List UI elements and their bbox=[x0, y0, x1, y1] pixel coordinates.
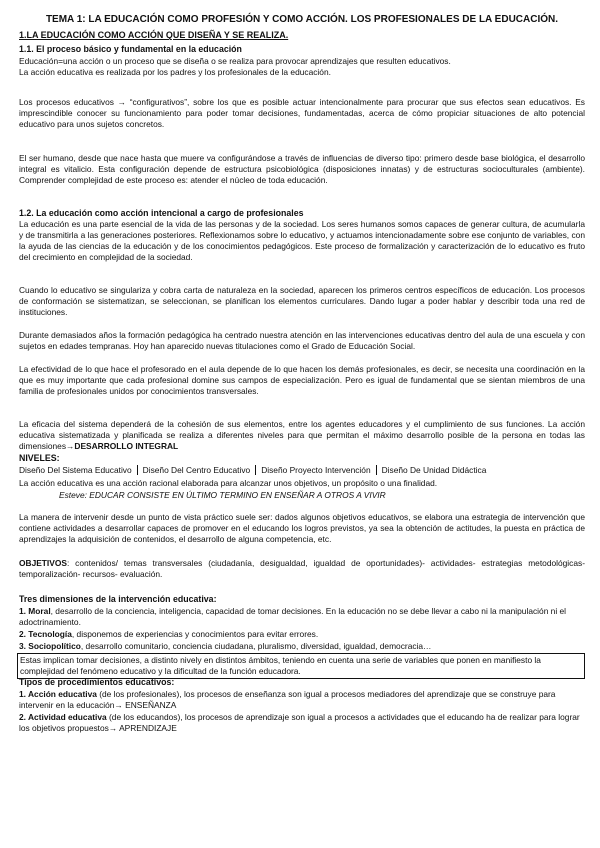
dimension-moral bbox=[19, 606, 585, 628]
paragraph-eficacia bbox=[19, 419, 585, 452]
paragraph-efectividad: La efectividad de lo que hace el profesorado en el aula depende de lo que hacen los demás profesionales, es decir, se necesita una coordinación en la que es muy importante que cada profesional domine sus campos de especialización. Pero es igual de fundamental que se sientan miembros de una familia de profesionales unidos por conocimientos transversales. bbox=[19, 364, 585, 396]
dimension-tecnologia bbox=[19, 629, 585, 640]
procedimiento-text: (de los educandos), los procesos de aprendizaje son igual a procesos a actividades que el educando ha de realizar para lograr los objetivos propuestos→ APRENDIZAJE bbox=[19, 712, 580, 733]
dimension-text: , desarrollo comunitario, conciencia ciudadana, pluralismo, diversidad, igualdad, democracia… bbox=[80, 641, 432, 651]
desarrollo-integral: →DESARROLLO INTEGRAL bbox=[66, 440, 179, 451]
dimensiones-box: Estas implican tomar decisiones, a distinto nively en distintos ámbitos, teniendo en cuenta una serie de variables que ponen en manifiesto la complejidad del fenómeno educativo y la dificultad de la función educadora. bbox=[17, 653, 585, 679]
paragraph-objetivos bbox=[19, 558, 585, 580]
paragraph-centros: Cuando lo educativo se singulariza y cobra carta de naturaleza en la sociedad, aparecen los primeros centros específicos de educación. Los procesos de conformación se sistematizan, se seleccionan, se planifican los elementos curriculares. Dando lugar a poder hablar y describir toda una red de instituciones. bbox=[19, 285, 585, 317]
eficacia-text: La eficacia del sistema dependerá de la cohesión de sus elementos, entre los agentes educadores y el cumplimiento de sus funciones. La acción educativa sistematizada y planificada se realiza a diferentes niveles para que permitan el máximo desarrollo posible de la persona en todas las dimensiones bbox=[19, 419, 585, 451]
nivel-item: Diseño Proyecto Intervención bbox=[255, 465, 375, 475]
paragraph-intervenir: La manera de intervenir desde un punto de vista práctico suele ser: dados algunos objetivos educativos, se elabora una estrategia de intervención que contiene actividades a desarrollar capaces de promover en el educando los logros previstos, ya sea la obtención de actitudes, la puesta en práctica de aprendizajes la adquisición de contenidos, el desarrollo de alguna competencia, etc. bbox=[19, 512, 585, 544]
esteve-quote: Esteve: EDUCAR CONSISTE EN ÚLTIMO TERMINO EN ENSEÑAR A OTROS A VIVIR bbox=[59, 490, 386, 500]
nivel-item: Diseño Del Centro Educativo bbox=[137, 465, 256, 475]
dimension-text: , disponemos de experiencias y conocimientos para evitar errores. bbox=[71, 629, 319, 639]
procedimiento-label: 2. Actividad educativa bbox=[19, 712, 107, 722]
procedimiento-text: (de los profesionales), los procesos de enseñanza son igual a procesos mediadores del aprendizaje que se construye para intervenir en la educación→ ENSEÑANZA bbox=[19, 689, 556, 710]
section-1-2-heading: 1.2. La educación como acción intencional a cargo de profesionales bbox=[19, 208, 304, 218]
dimension-label: 2. Tecnología bbox=[19, 629, 72, 639]
procedimientos-heading: Tipos de procedimientos educativos: bbox=[19, 677, 175, 687]
procedimiento-label: 1. Acción educativa bbox=[19, 689, 97, 699]
paragraph-formacion: Durante demasiados años la formación pedagógica ha centrado nuestra atención en las intervenciones educativas dentro del aula de una escuela y con sujetos en edades tempranas. Hoy han aparecido nuevas titulaciones como el Grado de Educación Social. bbox=[19, 330, 585, 351]
dimension-text: , desarrollo de la conciencia, inteligencia, capacidad de tomar decisiones. En la educación no se debe llevar a cabo ni la manipulación ni el adoctrinamiento. bbox=[19, 606, 567, 627]
niveles-list bbox=[19, 465, 585, 476]
dimension-sociopolitico bbox=[19, 641, 585, 652]
section-1-1-heading: 1.1. El proceso básico y fundamental en la educación bbox=[19, 44, 242, 54]
niveles-label: NIVELES: bbox=[19, 453, 60, 463]
paragraph-ser-humano: El ser humano, desde que nace hasta que muere va configurándose a través de influencias de diverso tipo: primero desde base biológica, el desarrollo integral es vitalicio. Esta configuración depende de estructura psicobiológica (disposiciones innatas) y de estructuras socioculturales (ambiente). Comprender complejidad de este proceso es: atender el núcleo de toda educación. bbox=[19, 153, 585, 185]
education-agents: La acción educativa es realizada por los padres y los profesionales de la educación. bbox=[19, 67, 331, 77]
procedimiento-accion bbox=[19, 689, 585, 711]
dimension-label: 1. Moral bbox=[19, 606, 51, 616]
dimensiones-heading: Tres dimensiones de la intervención educativa: bbox=[19, 594, 217, 604]
nivel-item: Diseño De Unidad Didáctica bbox=[376, 465, 492, 475]
dimension-label: 3. Sociopolítico bbox=[19, 641, 81, 651]
accion-racional: La acción educativa es una acción racional elaborada para alcanzar unos objetivos, un propósito o una finalidad. bbox=[19, 478, 438, 488]
procedimiento-actividad bbox=[19, 712, 585, 734]
paragraph-educacion-esencial: La educación es una parte esencial de la vida de las personas y de la sociedad. Los seres humanos somos capaces de generar cultura, de acumularla y de transmitirla a las generaciones posteriores. Reflexionamos sobre lo educativo, y actuamos intencionadamente sobre ese conjunto de variables, con la ayuda de las ciencias de la educación y de los conocimientos pedagógicos. Este proceso de formalización y caracterización de lo educativo es fruto del crecimiento en complejidad de la sociedad. bbox=[19, 219, 585, 262]
objetivos-text: : contenidos/ temas transversales (ciudadanía, desigualdad, igualdad de oportunidades)- actividades- estrategias metodológicas- temporalización- recursos- evaluación. bbox=[19, 558, 585, 579]
nivel-item: Diseño Del Sistema Educativo bbox=[19, 465, 132, 475]
document-title: TEMA 1: LA EDUCACIÓN COMO PROFESIÓN Y COMO ACCIÓN. LOS PROFESIONALES DE LA EDUCACIÓN. bbox=[45, 14, 559, 25]
education-definition: Educación=una acción o un proceso que se diseña o se realiza para provocar aprendizajes que resulten educativos. bbox=[19, 56, 451, 66]
section-1-heading: 1.LA EDUCACIÓN COMO ACCIÓN QUE DISEÑA Y SE REALIZA. bbox=[19, 30, 289, 40]
paragraph-configurativos: Los procesos educativos → “configurativos”, sobre los que es posible actuar intencionalmente para procurar que sus efectos sean educativos. Es imprescindible conocer su funcionamiento para poder tomar decisiones, fundamentadas, acerca de cómo propiciar situaciones de alto potencial educativo para unos sujetos concretos. bbox=[19, 97, 585, 129]
objetivos-label: OBJETIVOS bbox=[19, 558, 67, 568]
